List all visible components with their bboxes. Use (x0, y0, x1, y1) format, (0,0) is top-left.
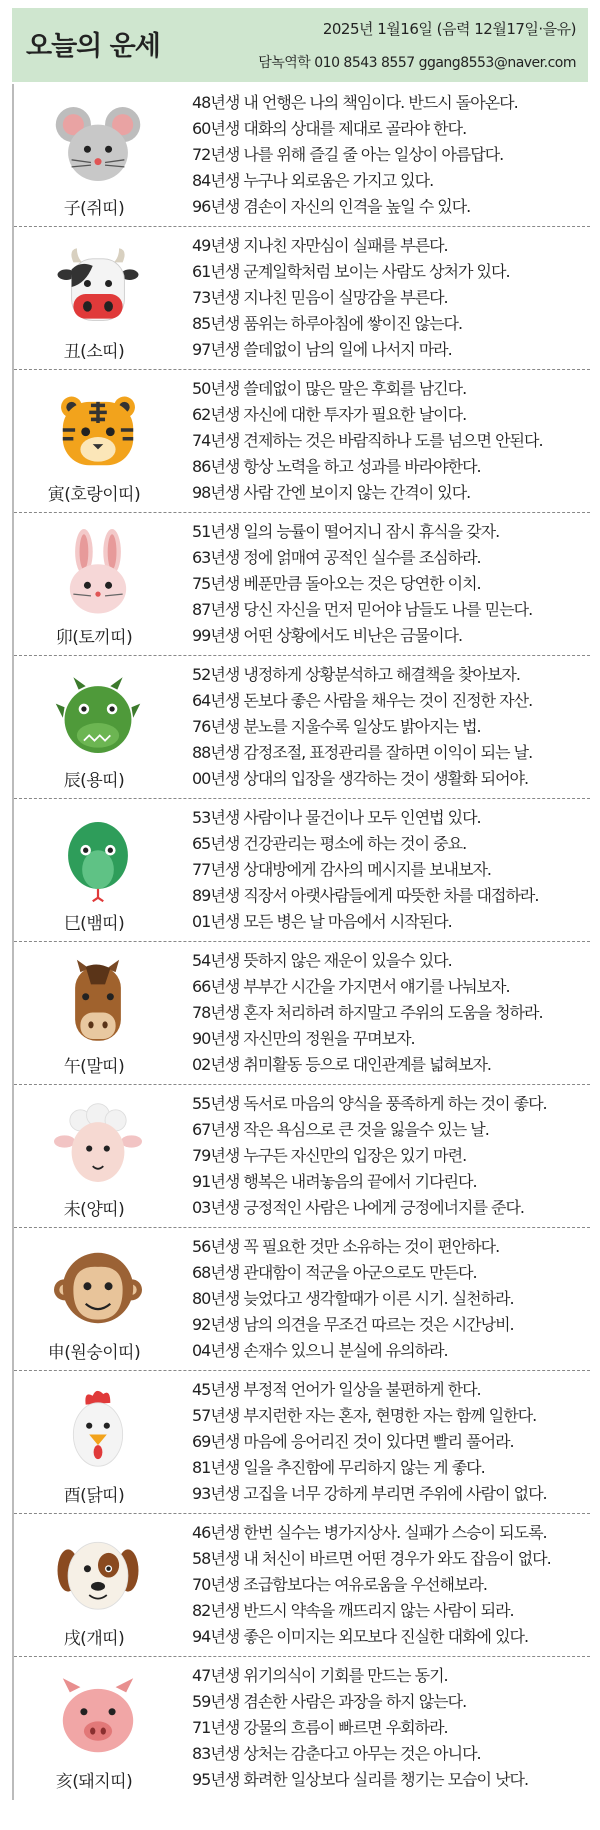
fortune-line: 98년생 사람 간엔 보이지 않는 간격이 있다. (192, 483, 471, 502)
fortune-lines (192, 662, 586, 792)
animal-label: 巳(뱀띠) (63, 914, 125, 934)
fortune-line: 46년생 한번 실수는 병가지상사. 실패가 스승이 되도록. (192, 1523, 547, 1542)
animal-label: 丑(소띠) (63, 342, 125, 362)
fortune-lines (192, 948, 586, 1078)
fortune-line: 49년생 지나친 자만심이 실패를 부른다. (192, 236, 448, 255)
fortune-line: 95년생 화려한 일상보다 실리를 챙기는 모습이 낫다. (192, 1770, 529, 1789)
rabbit-icon (54, 529, 142, 617)
fortune-lines (192, 1091, 586, 1221)
pig-icon (54, 1673, 142, 1761)
fortune-line: 56년생 꼭 필요한 것만 소유하는 것이 편안하다. (192, 1237, 500, 1256)
fortune-line: 76년생 분노를 지울수록 일상도 밝아지는 법. (192, 717, 481, 736)
fortune-line: 59년생 겸손한 사람은 과장을 하지 않는다. (192, 1692, 467, 1711)
fortune-line: 04년생 손재수 있으니 분실에 유의하라. (192, 1341, 448, 1360)
ox-icon (54, 243, 142, 331)
header-bar (12, 8, 588, 82)
fortune-line: 84년생 누구나 외로움은 가지고 있다. (192, 171, 434, 190)
fortune-line: 51년생 일의 능률이 떨어지니 잠시 휴식을 갖자. (192, 522, 500, 541)
fortune-line: 75년생 베푼만큼 돌아오는 것은 당연한 이치. (192, 574, 481, 593)
fortune-line: 87년생 당신 자신을 먼저 믿어야 남들도 나를 믿는다. (192, 600, 533, 619)
fortune-line: 02년생 취미활동 등으로 대인관계를 넓혀보자. (192, 1055, 491, 1074)
zodiac-row-sheep (14, 1085, 590, 1228)
fortune-line: 74년생 견제하는 것은 바람직하나 도를 넘으면 안된다. (192, 431, 543, 450)
animal-label: 子(쥐띠) (63, 199, 125, 219)
zodiac-row-tiger (14, 370, 590, 513)
rat-icon (54, 100, 142, 188)
monkey-icon (54, 1244, 142, 1332)
fortune-line: 70년생 조급함보다는 여유로움을 우선해보라. (192, 1575, 487, 1594)
fortune-line: 90년생 자신만의 정원을 꾸며보자. (192, 1029, 415, 1048)
fortune-line: 72년생 나를 위해 즐길 줄 아는 일상이 아름답다. (192, 145, 504, 164)
fortune-line: 86년생 항상 노력을 하고 성과를 바라야한다. (192, 457, 481, 476)
zodiac-row-monkey (14, 1228, 590, 1371)
fortune-line: 99년생 어떤 상황에서도 비난은 금물이다. (192, 626, 463, 645)
fortune-line: 60년생 대화의 상대를 제대로 골라야 한다. (192, 119, 467, 138)
fortune-line: 78년생 혼자 처리하려 하지말고 주위의 도움을 청하라. (192, 1003, 543, 1022)
fortune-line: 71년생 강물의 흐름이 빠르면 우회하라. (192, 1718, 448, 1737)
fortune-line: 01년생 모든 병은 날 마음에서 시작된다. (192, 912, 452, 931)
fortune-line: 96년생 겸손이 자신의 인격을 높일 수 있다. (192, 197, 471, 216)
fortune-line: 79년생 누구든 자신만의 입장은 있기 마련. (192, 1146, 467, 1165)
fortune-line: 00년생 상대의 입장을 생각하는 것이 생활화 되어야. (192, 769, 529, 788)
fortune-line: 64년생 돈보다 좋은 사람을 채우는 것이 진정한 자산. (192, 691, 533, 710)
zodiac-row-rat (14, 84, 590, 227)
zodiac-list (12, 84, 590, 1800)
fortune-lines (192, 1234, 586, 1364)
fortune-line: 89년생 직장서 아랫사람들에게 따뜻한 차를 대접하라. (192, 886, 539, 905)
fortune-line: 66년생 부부간 시간을 가지면서 얘기를 나눠보자. (192, 977, 510, 996)
snake-icon (54, 815, 142, 903)
fortune-lines (192, 1663, 586, 1793)
fortune-line: 53년생 사람이나 물건이나 모두 인연법 있다. (192, 808, 481, 827)
fortune-line: 69년생 마음에 응어리진 것이 있다면 빨리 풀어라. (192, 1432, 514, 1451)
fortune-line: 58년생 내 처신이 바르면 어떤 경우가 와도 잡음이 없다. (192, 1549, 551, 1568)
fortune-line: 55년생 독서로 마음의 양식을 풍족하게 하는 것이 좋다. (192, 1094, 547, 1113)
fortune-line: 47년생 위기의식이 기회를 만드는 동기. (192, 1666, 448, 1685)
fortune-line: 50년생 쓸데없이 많은 말은 후회를 남긴다. (192, 379, 467, 398)
zodiac-row-dog (14, 1514, 590, 1657)
animal-label: 申(원숭이띠) (47, 1343, 141, 1363)
fortune-line: 52년생 냉정하게 상황분석하고 해결책을 찾아보자. (192, 665, 520, 684)
horse-icon (54, 958, 142, 1046)
fortune-line: 88년생 감정조절, 표정관리를 잘하면 이익이 되는 날. (192, 743, 533, 762)
animal-label: 亥(돼지띠) (55, 1772, 133, 1792)
fortune-line: 85년생 품위는 하루아침에 쌓이진 않는다. (192, 314, 463, 333)
fortune-line: 81년생 일을 추진함에 무리하지 않는 게 좋다. (192, 1458, 485, 1477)
animal-label: 卯(토끼띠) (55, 628, 133, 648)
dog-icon (54, 1530, 142, 1618)
zodiac-row-horse (14, 942, 590, 1085)
tiger-icon (54, 386, 142, 474)
fortune-line: 73년생 지나친 믿음이 실망감을 부른다. (192, 288, 448, 307)
fortune-line: 67년생 작은 욕심으로 큰 것을 잃을수 있는 날. (192, 1120, 489, 1139)
fortune-line: 03년생 긍정적인 사람은 나에게 긍정에너지를 준다. (192, 1198, 524, 1217)
fortune-line: 80년생 늦었다고 생각할때가 이른 시기. 실천하라. (192, 1289, 514, 1308)
zodiac-row-dragon (14, 656, 590, 799)
fortune-line: 97년생 쓸데없이 남의 일에 나서지 마라. (192, 340, 452, 359)
fortune-lines (192, 1520, 586, 1650)
fortune-line: 63년생 정에 얽매여 공적인 실수를 조심하라. (192, 548, 481, 567)
fortune-line: 83년생 상처는 감춘다고 아무는 것은 아니다. (192, 1744, 481, 1763)
animal-label: 辰(용띠) (63, 771, 125, 791)
animal-label: 午(말띠) (63, 1057, 125, 1077)
date-line: 2025년 1월16일 (음력 12월17일·을유) (322, 20, 576, 38)
fortune-line: 91년생 행복은 내려놓음의 끝에서 기다린다. (192, 1172, 477, 1191)
animal-label: 寅(호랑이띠) (47, 485, 141, 505)
rooster-icon (54, 1387, 142, 1475)
fortune-lines (192, 519, 586, 649)
fortune-line: 92년생 남의 의견을 무조건 따르는 것은 시간낭비. (192, 1315, 514, 1334)
fortune-lines (192, 376, 586, 506)
fortune-line: 48년생 내 언행은 나의 책임이다. 반드시 돌아온다. (192, 93, 518, 112)
zodiac-row-pig (14, 1657, 590, 1800)
fortune-line: 45년생 부정적 언어가 일상을 불편하게 한다. (192, 1380, 481, 1399)
animal-label: 未(양띠) (63, 1200, 125, 1220)
animal-label: 戌(개띠) (63, 1629, 125, 1649)
fortune-line: 62년생 자신에 대한 투자가 필요한 날이다. (192, 405, 467, 424)
fortune-lines (192, 805, 586, 935)
fortune-line: 77년생 상대방에게 감사의 메시지를 보내보자. (192, 860, 491, 879)
zodiac-row-snake (14, 799, 590, 942)
zodiac-row-ox (14, 227, 590, 370)
fortune-lines (192, 233, 586, 363)
animal-label: 酉(닭띠) (63, 1486, 125, 1506)
fortune-line: 94년생 좋은 이미지는 외모보다 진실한 대화에 있다. (192, 1627, 529, 1646)
contact-line: 담녹역학 010 8543 8557 ggang8553@naver.com (258, 55, 576, 71)
fortune-lines (192, 1377, 586, 1507)
fortune-line: 57년생 부지런한 자는 혼자, 현명한 자는 함께 일한다. (192, 1406, 537, 1425)
fortune-line: 61년생 군계일학처럼 보이는 사람도 상처가 있다. (192, 262, 510, 281)
zodiac-row-rabbit (14, 513, 590, 656)
zodiac-row-rooster (14, 1371, 590, 1514)
fortune-line: 65년생 건강관리는 평소에 하는 것이 중요. (192, 834, 467, 853)
fortune-lines (192, 90, 586, 220)
fortune-line: 68년생 관대함이 적군을 아군으로도 만든다. (192, 1263, 477, 1282)
fortune-line: 93년생 고집을 너무 강하게 부리면 주위에 사람이 없다. (192, 1484, 547, 1503)
fortune-line: 82년생 반드시 약속을 깨뜨리지 않는 사람이 되라. (192, 1601, 514, 1620)
page-title: 오늘의 운세 (26, 31, 160, 62)
sheep-icon (54, 1101, 142, 1189)
dragon-icon (54, 672, 142, 760)
fortune-line: 54년생 뜻하지 않은 재운이 있을수 있다. (192, 951, 452, 970)
